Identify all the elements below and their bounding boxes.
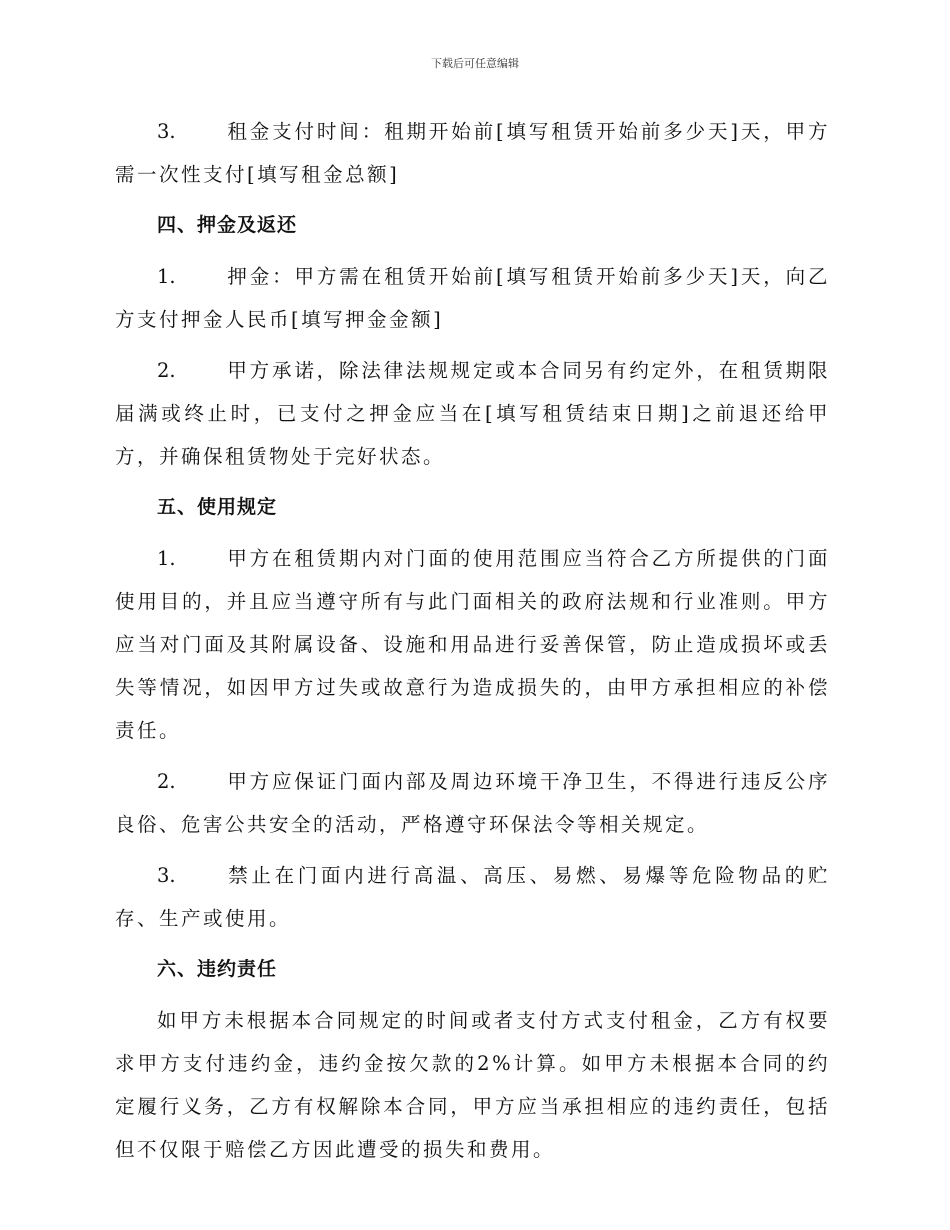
item-number: 1. (157, 265, 176, 288)
breach-paragraph: 如甲方未根据本合同规定的时间或者支付方式支付租金，乙方有权要求甲方支付违约金，违约金按欠款的2%计算。如甲方未根据本合同的约定履行义务，乙方有权解除本合同，甲方应当承担相应的违约责任，包括但不仅限于赔偿乙方因此遭受的损失和费用。 (115, 1009, 830, 1161)
item-text: 甲方承诺，除法律法规规定或本合同另有约定外，在租赁期限届满或终止时，已支付之押金应当在[填写租赁结束日期]之前退还给甲方，并确保租赁物处于完好状态。 (115, 359, 830, 468)
deposit-item-1 (115, 255, 830, 341)
item-text: 租金支付时间：租期开始前[填写租赁开始前多少天]天，甲方需一次性支付[填写租金总额] (115, 120, 830, 186)
usage-item-3 (115, 854, 830, 940)
section-heading-usage: 五、使用规定 (157, 496, 278, 518)
rent-payment-item-3 (115, 110, 830, 196)
item-number: 2. (157, 770, 176, 793)
deposit-item-2 (115, 349, 830, 478)
page-header: 下载后可任意编辑 (431, 57, 519, 70)
usage-item-2 (115, 760, 830, 846)
item-number: 3. (157, 120, 176, 143)
item-number: 2. (157, 359, 176, 382)
usage-item-1 (115, 537, 830, 752)
item-text: 押金：甲方需在租赁开始前[填写租赁开始前多少天]天，向乙方支付押金人民币[填写押金金额] (115, 265, 830, 331)
section-heading-deposit: 四、押金及返还 (157, 214, 298, 236)
item-text: 甲方应保证门面内部及周边环境干净卫生，不得进行违反公序良俗、危害公共安全的活动，严格遵守环保法令等相关规定。 (115, 770, 830, 836)
item-text: 禁止在门面内进行高温、高压、易燃、易爆等危险物品的贮存、生产或使用。 (115, 864, 830, 930)
item-number: 3. (157, 864, 176, 887)
item-text: 甲方在租赁期内对门面的使用范围应当符合乙方所提供的门面使用目的，并且应当遵守所有与此门面相关的政府法规和行业准则。甲方应当对门面及其附属设备、设施和用品进行妥善保管，防止造成损坏或丢失等情况，如因甲方过失或故意行为造成损失的，由甲方承担相应的补偿责任。 (115, 547, 830, 742)
document-body (115, 110, 830, 1179)
section-heading-breach: 六、违约责任 (157, 958, 278, 980)
item-number: 1. (157, 547, 176, 570)
